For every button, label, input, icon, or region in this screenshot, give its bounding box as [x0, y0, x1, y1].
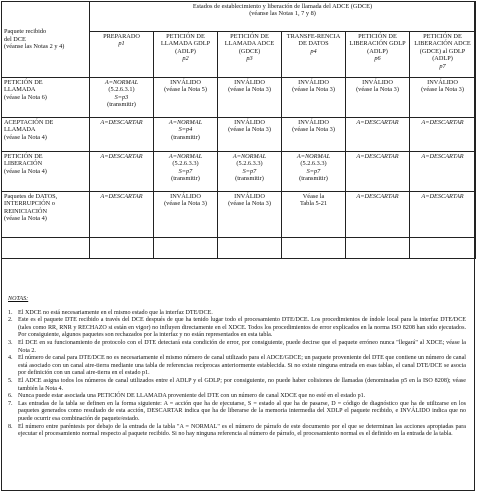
spacer-cell [2, 238, 90, 259]
spacer-cell [282, 238, 346, 259]
cell-line: A=DESCARTAR [100, 193, 143, 200]
cell-line: INVÁLIDO [170, 79, 201, 86]
cell-line: A=NORMAL [168, 119, 203, 126]
cell-line: INVÁLIDO [298, 119, 329, 126]
state-cell [218, 192, 282, 238]
note-number: 2. [8, 317, 13, 324]
state-cell [90, 192, 154, 238]
column-header-name: PETICIÓN DE LLAMADA GDLP (ADLP) [160, 33, 211, 55]
cell-line: (véase la Nota 3) [228, 126, 271, 134]
cell-line: (5.2.6.3.1) [108, 86, 135, 94]
note-item [8, 317, 466, 340]
spacer-cell [154, 238, 218, 259]
row-label-line: PETICIÓN DE [4, 79, 43, 86]
cell-line: INVÁLIDO [170, 193, 201, 200]
state-cell [154, 78, 218, 118]
note-item [8, 424, 466, 439]
note-item [8, 355, 466, 378]
cell-line: (transmitir) [235, 175, 264, 183]
state-cell [90, 78, 154, 118]
note-item [8, 393, 466, 401]
spacer-cell [410, 238, 476, 259]
state-cell [346, 78, 410, 118]
cell-line: (transmitir) [171, 133, 200, 141]
note-text: El número entre paréntesis por debajo de la entrada de la tabla "A = NORMAL" es el número de párrafo de este documento por el que se determinan las acciones apropiadas para ejecutar el procesamiento normal respecto al paquete recibido. Si no hay ninguna referencia al número de párrafo, el procesamiento normal es el definido en la entrada de la tabla. [18, 423, 466, 438]
row-label-line: Paquetes de DATOS, [4, 193, 58, 200]
column-header [282, 32, 346, 78]
cell-line: (véase la Nota 3) [356, 86, 399, 94]
state-cell [410, 192, 476, 238]
row-label-line: (véase la Nota 4) [4, 133, 47, 141]
cell-line: A=DESCARTAR [421, 193, 464, 200]
state-cell [218, 152, 282, 192]
cell-line: INVÁLIDO [234, 119, 265, 126]
row-label-line: PETICIÓN DE [4, 153, 43, 160]
cell-line: INVÁLIDO [234, 79, 265, 86]
row-label-line: (véase la Nota 4) [4, 215, 47, 223]
state-cell [218, 118, 282, 152]
column-header-name: PETICIÓN DE LLAMADA ADCE (GDCE) [224, 33, 275, 55]
column-header [410, 32, 476, 78]
cell-line: Tabla 5-21 [299, 200, 327, 208]
note-number: 3. [8, 339, 13, 346]
cell-line: (5.2.6.3.3) [300, 160, 327, 168]
cell-line: (véase la Nota 3) [292, 86, 335, 94]
column-header [154, 32, 218, 78]
note-number: 8. [8, 423, 13, 430]
cell-line: A=DESCARTAR [100, 153, 143, 160]
cell-line: (transmitir) [107, 101, 136, 109]
row-label-line: LLAMADA [4, 126, 36, 134]
row-label-line: LLAMADA [4, 86, 36, 94]
note-text: El DCE en su funcionamiento de protocolo con el DTE detectará esta condición de error, por consiguiente, puede decirse que el paquete erróneo nunca "llegará" al XDCE; véase la Nota 2. [18, 339, 466, 354]
table-row [2, 78, 476, 118]
state-cell [154, 152, 218, 192]
note-item [8, 378, 466, 393]
state-cell [282, 152, 346, 192]
note-number: 5. [8, 377, 13, 384]
state-cell [410, 78, 476, 118]
note-text: El ADCE asigna todos los números de canal utilizados entre el ADLP y el GDLP; por consiguiente, no puede haber colisiones de llamadas (denominadas p5 en la ISO 8208); véase también la Nota 4. [18, 377, 466, 392]
note-number: 7. [8, 400, 13, 407]
table-spacer-row [2, 238, 476, 259]
cell-line: Véase la [302, 193, 325, 200]
cell-line: A=DESCARTAR [356, 119, 399, 126]
row-header-line: del DCE [4, 35, 26, 43]
state-cell [154, 192, 218, 238]
cell-line: (véase la Nota 3) [292, 126, 335, 134]
state-cell [410, 152, 476, 192]
row-header-line: (véanse las Notas 2 y 4) [4, 43, 65, 51]
column-header-code: p3 [246, 55, 253, 63]
cell-line: A=NORMAL [296, 153, 331, 160]
cell-line: INVÁLIDO [298, 79, 329, 86]
cell-line: A=DESCARTAR [356, 193, 399, 200]
note-number: 6. [8, 393, 13, 400]
cell-line: (véase la Nota 5) [164, 86, 207, 94]
cell-line: INVÁLIDO [362, 79, 393, 86]
column-header [346, 32, 410, 78]
table-row [2, 152, 476, 192]
table-row [2, 192, 476, 238]
cell-line: S=p7 [242, 167, 257, 175]
column-header-name: PETICIÓN DE LIBERACIÓN ADCE (GDCE) al GDLP (ADLP) [414, 33, 471, 63]
cell-line: A=DESCARTAR [421, 153, 464, 160]
cell-line: A=DESCARTAR [100, 119, 143, 126]
column-header-code: p4 [310, 47, 317, 55]
cell-line: A=NORMAL [104, 79, 139, 86]
row-label-cell [2, 192, 90, 238]
cell-line: (transmitir) [299, 175, 328, 183]
state-cell [346, 192, 410, 238]
note-text: Este es el paquete DTE recibido a través del DCE después de que ha tenido lugar todo el procesamiento DTE/DCE. Los procedimientos de índole local para la interfaz DTE/DCE (tales como RR, RNR y RECHAZO si están en vigor) no influyen directamente en el XDCE. Todos los procedimientos de error explicados en la norma ISO 8208 han sido ejecutados. Por consiguiente, algunos paquetes son rechazados por la interfaz y no están representados en esta tabla. [18, 317, 466, 339]
row-label-line: LIBERACIÓN [4, 160, 43, 168]
group-title-cell [90, 2, 476, 32]
group-subtitle: (véanse las Notas 1, 7 y 8) [249, 10, 316, 18]
column-header-name: TRANSFE-RENCIA DE DATOS [286, 33, 341, 48]
spacer-cell [90, 238, 154, 259]
state-cell [282, 78, 346, 118]
state-cell [346, 152, 410, 192]
column-header [218, 32, 282, 78]
cell-line: A=DESCARTAR [356, 153, 399, 160]
notes-section [8, 296, 466, 439]
spacer-cell [218, 238, 282, 259]
state-cell [90, 118, 154, 152]
state-cell [218, 78, 282, 118]
cell-line: A=DESCARTAR [421, 119, 464, 126]
note-number: 1. [8, 309, 13, 316]
row-label-line: (véase la Nota 6) [4, 93, 47, 101]
note-text: El XDCE no está necesariamente en el mismo estado que la interfaz DTE/DCE. [18, 309, 213, 316]
cell-line: S=p7 [306, 167, 321, 175]
row-label-line: (véase la Nota 4) [4, 167, 47, 175]
cell-line: (véase la Nota 3) [228, 86, 271, 94]
cell-line: (véase la Nota 3) [228, 200, 271, 208]
column-header [90, 32, 154, 78]
column-header-code: p2 [182, 55, 189, 63]
note-text: El número de canal para DTE/DCE no es necesariamente el mismo número de canal utilizado para el ADCE/GDCE; un paquete proveniente del DTE que contiene un número de canal está asociado con un canal aire-tierra mediante una tabla de referencias recíprocas anteriormente establecida. Si no existe ninguna entrada en esas tablas, el canal DTE/DCE se asocia por definición con un canal aire-tierra en el estado p1. [18, 355, 466, 377]
cell-line: S=p4 [178, 126, 193, 134]
state-cell [410, 118, 476, 152]
note-number: 4. [8, 355, 13, 362]
state-cell [90, 152, 154, 192]
cell-line: INVÁLIDO [427, 79, 458, 86]
row-label-cell [2, 118, 90, 152]
cell-line: S=p3 [114, 93, 129, 101]
spacer-cell [346, 238, 410, 259]
state-table [1, 1, 476, 259]
note-item [8, 401, 466, 424]
row-label-line: INTERRUPCIÓN o [4, 200, 55, 208]
group-title: Estados de establecimiento y liberación de llamada del ADCE (GDCE) [192, 3, 373, 10]
state-cell [282, 192, 346, 238]
note-text: Las entradas de la tabla se definen en la forma siguiente: A = acción que ha de ejecutarse, S = estado al que ha de pasarse, D = código de diagnóstico que ha de utilizarse en los paquetes generados como resultado de esta acción, DESCARTAR indica que ha de liberarse de la memoria intermedia del XDLP el paquete recibido, e INVÁLIDO indica que no puede ocurrir esa combinación de paquete/estado. [18, 400, 466, 422]
cell-line: A=NORMAL [168, 153, 203, 160]
note-item [8, 340, 466, 355]
row-header-line: Paquete recibido [4, 28, 47, 36]
state-cell [282, 118, 346, 152]
cell-line: (véase la Nota 3) [164, 200, 207, 208]
row-label-cell [2, 78, 90, 118]
note-text: Nunca puede estar asociada una PETICIÓN DE LLAMADA proveniente del DTE con un número de canal XDCE que no esté en el estado p1. [18, 393, 366, 400]
column-header-code: p7 [439, 62, 446, 70]
state-cell [346, 118, 410, 152]
notes-title: NOTAS: [8, 296, 29, 302]
table-row [2, 118, 476, 152]
column-header-code: p6 [374, 55, 381, 63]
row-label-line: REINICIACIÓN [4, 207, 48, 215]
cell-line: (transmitir) [171, 175, 200, 183]
cell-line: (5.2.6.3.3) [172, 160, 199, 168]
cell-line: S=p7 [178, 167, 193, 175]
column-header-code: p1 [118, 40, 125, 48]
cell-line: (5.2.6.3.3) [236, 160, 263, 168]
cell-line: (véase la Nota 3) [421, 86, 464, 94]
row-label-line: ACEPTACIÓN DE [4, 119, 54, 126]
state-cell [154, 118, 218, 152]
column-header-name: PREPARADO [103, 33, 140, 40]
cell-line: A=NORMAL [232, 153, 267, 160]
row-label-cell [2, 152, 90, 192]
column-header-name: PETICIÓN DE LIBERACIÓN GDLP (ADLP) [349, 33, 406, 55]
row-header-cell [2, 2, 90, 78]
cell-line: INVÁLIDO [234, 193, 265, 200]
